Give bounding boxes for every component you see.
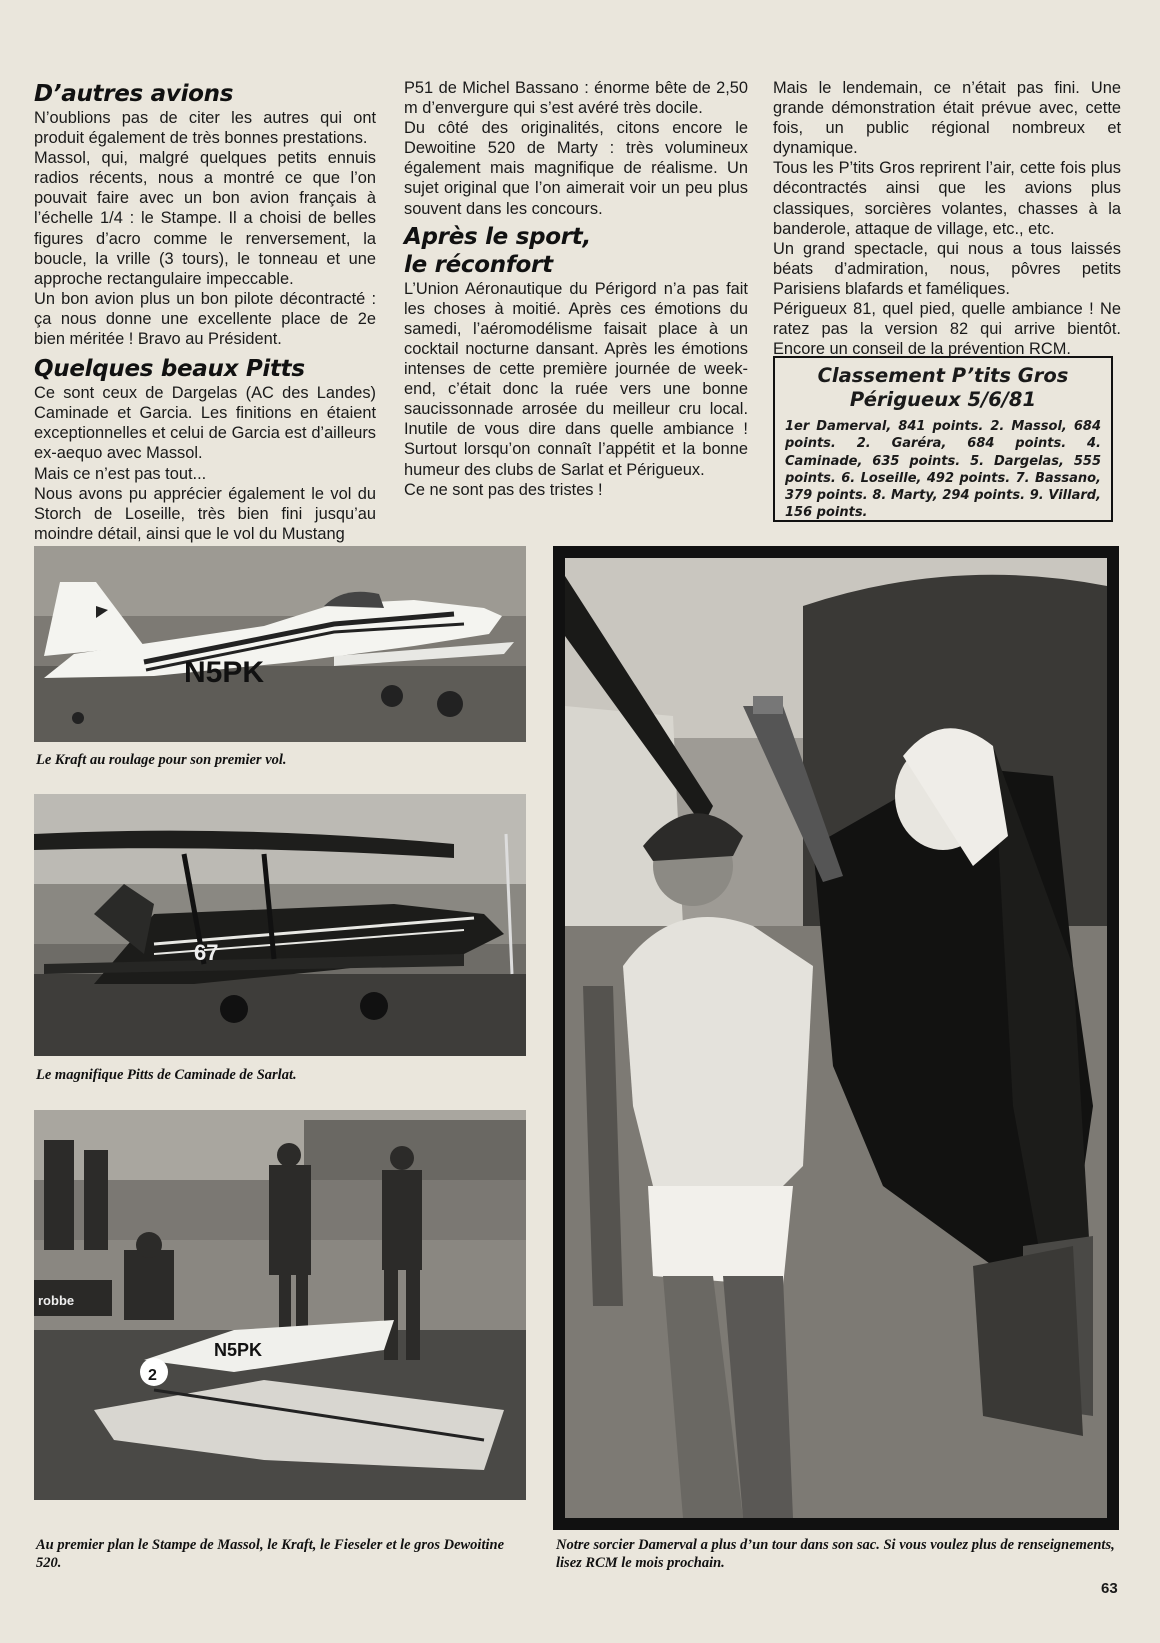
paragraph: Du côté des originalités, citons encore le Dewoitine 520 de Marty : très volumineux également mais magnifique de réalisme. Un sujet original que l’on aimerait voir un peu plus souvent dans les concours. [404, 119, 748, 218]
article-column-3 [773, 78, 1121, 359]
heading-line: le réconfort [404, 251, 553, 278]
page-number: 63 [1101, 1580, 1118, 1597]
paragraph: N’oublions pas de citer les autres qui ont produit également de très bonnes prestations. [34, 109, 376, 148]
paragraph: Tous les P’tits Gros reprirent l’air, cette fois plus décontractés ainsi que les avions plus classiques, sorcières volantes, chasses à la banderole, attaque de village, etc., etc. [773, 159, 1121, 238]
kraft-registration: N5PK [184, 656, 265, 689]
heading-autres-avions: D’autres avions [34, 81, 234, 107]
photo-pitts [34, 794, 526, 1056]
paragraph: L’Union Aéronautique du Périgord n’a pas fait les choses à moitié. Après ces émotions du samedi, l’aéromodélisme faisait place à un cocktail nocturne dansant. Après les émotions intenses de cette première journée de week-end, c’était donc la ruée vers une bonne saucissonnade arrosée du meilleur cru local. Inutile de vous dire dans quelle ambiance ! Surtout lorsqu’on connaît l’appétit et la bonne humeur des clubs de Sarlat et Périgueux. [404, 279, 748, 479]
photo-kraft [34, 546, 526, 742]
pitts-biplane-image [34, 794, 526, 1056]
paragraph: Un bon avion plus un bon pilote décontracté : ça nous donne une excellente place de 2e bien méritée ! Bravo au Président. [34, 289, 376, 349]
caption-kraft: Le Kraft au roulage pour son premier vol. [36, 752, 287, 768]
plane-number: 2 [148, 1367, 157, 1384]
caption-sorcier: Notre sorcier Damerval a plus d’un tour dans son sac. Si vous voulez plus de renseignements, lisez RCM le mois prochain. [556, 1537, 1115, 1571]
caption-pitts: Le magnifique Pitts de Caminade de Sarlat. [36, 1067, 297, 1083]
kraft-plane-image [34, 546, 526, 742]
group-registration: N5PK [214, 1340, 263, 1360]
paragraph: Massol, qui, malgré quelques petits ennuis radios récents, nous a montré ce que l’on pouvait faire avec un bon avion français à l’échelle 1/4 : le Stampe. Il a choisi de belles figures d’acro comme le renversement, la boucle, la vrille (3 tours), le tonneau et une approche rectangulaire impeccable. [34, 149, 376, 288]
heading-apres-le-sport [404, 223, 748, 279]
ranking-title-line: Classement P’tits Gros [817, 364, 1069, 387]
paragraph: Mais ce n’est pas tout... [34, 464, 207, 483]
ranking-box [773, 356, 1113, 522]
paragraph: Ce sont ceux de Dargelas (AC des Landes) Caminade et Garcia. Les finitions en étaient exceptionnelles et celui de Garcia est d’ailleurs ex-aequo avec Massol. [34, 384, 376, 463]
photo-group [34, 1110, 526, 1500]
photo-sorcier [553, 546, 1119, 1530]
pitts-number: 67 [194, 940, 219, 965]
article-column-1 [34, 78, 376, 544]
paragraph: Un grand spectacle, qui nous a tous laissés béats d’admiration, nous, pôvres petits Parisiens blafards et faméliques. [773, 239, 1121, 298]
heading-beaux-pitts: Quelques beaux Pitts [34, 356, 305, 383]
ranking-title [785, 364, 1101, 412]
caption-group: Au premier plan le Stampe de Massol, le Kraft, le Fieseler et le gros Dewoitine 520. [36, 1537, 505, 1571]
paragraph: P51 de Michel Bassano : énorme bête de 2,50 m d’envergure qui s’est avéré très docile. [404, 79, 748, 118]
paragraph: Nous avons pu apprécier également le vol du Storch de Loseille, très bien fini jusqu’au moindre détail, ainsi que le vol du Mustang [34, 484, 376, 543]
ranking-title-line: Périgueux 5/6/81 [849, 388, 1037, 411]
ranking-results: 1er Damerval, 841 points. 2. Massol, 684 points. 2. Garéra, 684 points. 4. Caminade, 635 points. 5. Dargelas, 555 points. 6. Loseille, 492 points. 7. Bassano, 379 points. 8. Marty, 294 points. 9. Villard, 156 points. [785, 419, 1101, 521]
group-models-image [34, 1110, 526, 1500]
robbe-sign: robbe [38, 1293, 75, 1308]
paragraph: Périgueux 81, quel pied, quelle ambiance ! Ne ratez pas la version 82 qui arrive bientôt. Encore un conseil de la prévention RCM. [773, 300, 1121, 359]
paragraph: Mais le lendemain, ce n’était pas fini. Une grande démonstration était prévue avec, cette fois, un public régional nombreux et dynamique. [773, 79, 1121, 158]
witch-puppet-image [553, 546, 1119, 1530]
heading-line: Après le sport, [404, 223, 591, 250]
article-column-2 [404, 78, 748, 500]
paragraph: Ce ne sont pas des tristes ! [404, 480, 603, 499]
